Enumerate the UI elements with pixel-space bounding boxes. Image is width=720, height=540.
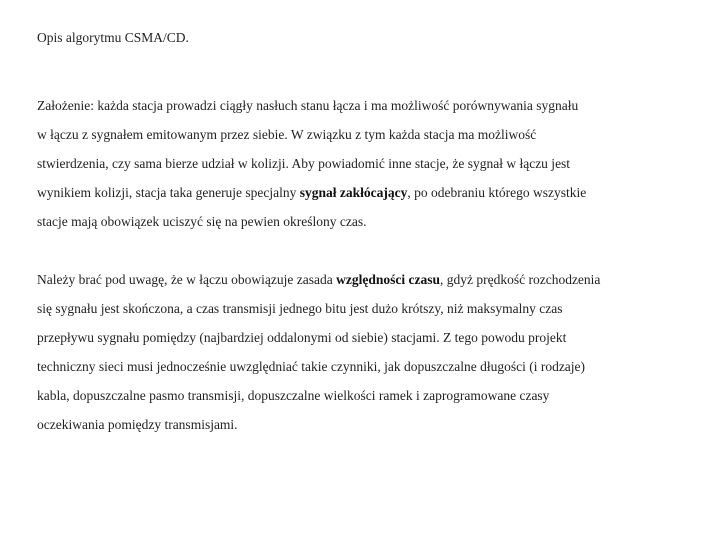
paragraph-assumption	[37, 91, 713, 236]
text-segment: Należy brać pod uwagę, że w łączu obowiązuje zasada	[37, 272, 337, 287]
document-title: Opis algorytmu CSMA/CD.	[37, 30, 189, 45]
paragraph-line: się sygnału jest skończona, a czas transmisji jednego bitu jest dużo krótszy, niż maksymalny czas	[37, 301, 563, 316]
paragraph-line: w łączu z sygnałem emitowanym przez siebie. W związku z tym każda stacja ma możliwość	[37, 127, 537, 142]
paragraph-line: stacje mają obowiązek uciszyć się na pewien określony czas.	[37, 214, 367, 229]
bold-term-jamming-signal: sygnał zakłócający	[299, 185, 408, 200]
text-segment: , gdyż prędkość rozchodzenia	[439, 272, 601, 287]
paragraph-line	[37, 178, 713, 207]
paragraph-line: Założenie: każda stacja prowadzi ciągły nasłuch stanu łącza i ma możliwość porównywania sygnału	[37, 98, 579, 113]
paragraph-time-relativity	[37, 265, 713, 439]
paragraph-line	[37, 265, 713, 294]
bold-term-time-relativity: względności czasu	[336, 272, 440, 287]
paragraph-line: przepływu sygnału pomiędzy (najbardziej oddalonymi od siebie) stacjami. Z tego powodu projekt	[37, 330, 567, 345]
document-page	[37, 27, 713, 439]
text-segment: wynikiem kolizji, stacja taka generuje specjalny	[37, 185, 300, 200]
paragraph-line: techniczny sieci musi jednocześnie uwzględniać takie czynniki, jak dopuszczalne długości (i rodzaje)	[37, 359, 586, 374]
paragraph-line: stwierdzenia, czy sama bierze udział w kolizji. Aby powiadomić inne stacje, że sygnał w łączu jest	[37, 156, 571, 171]
paragraph-line: oczekiwania pomiędzy transmisjami.	[37, 417, 238, 432]
paragraph-line: kabla, dopuszczalne pasmo transmisji, dopuszczalne wielkości ramek i zaprogramowane czasy	[37, 388, 550, 403]
text-segment: , po odebraniu którego wszystkie	[407, 185, 587, 200]
